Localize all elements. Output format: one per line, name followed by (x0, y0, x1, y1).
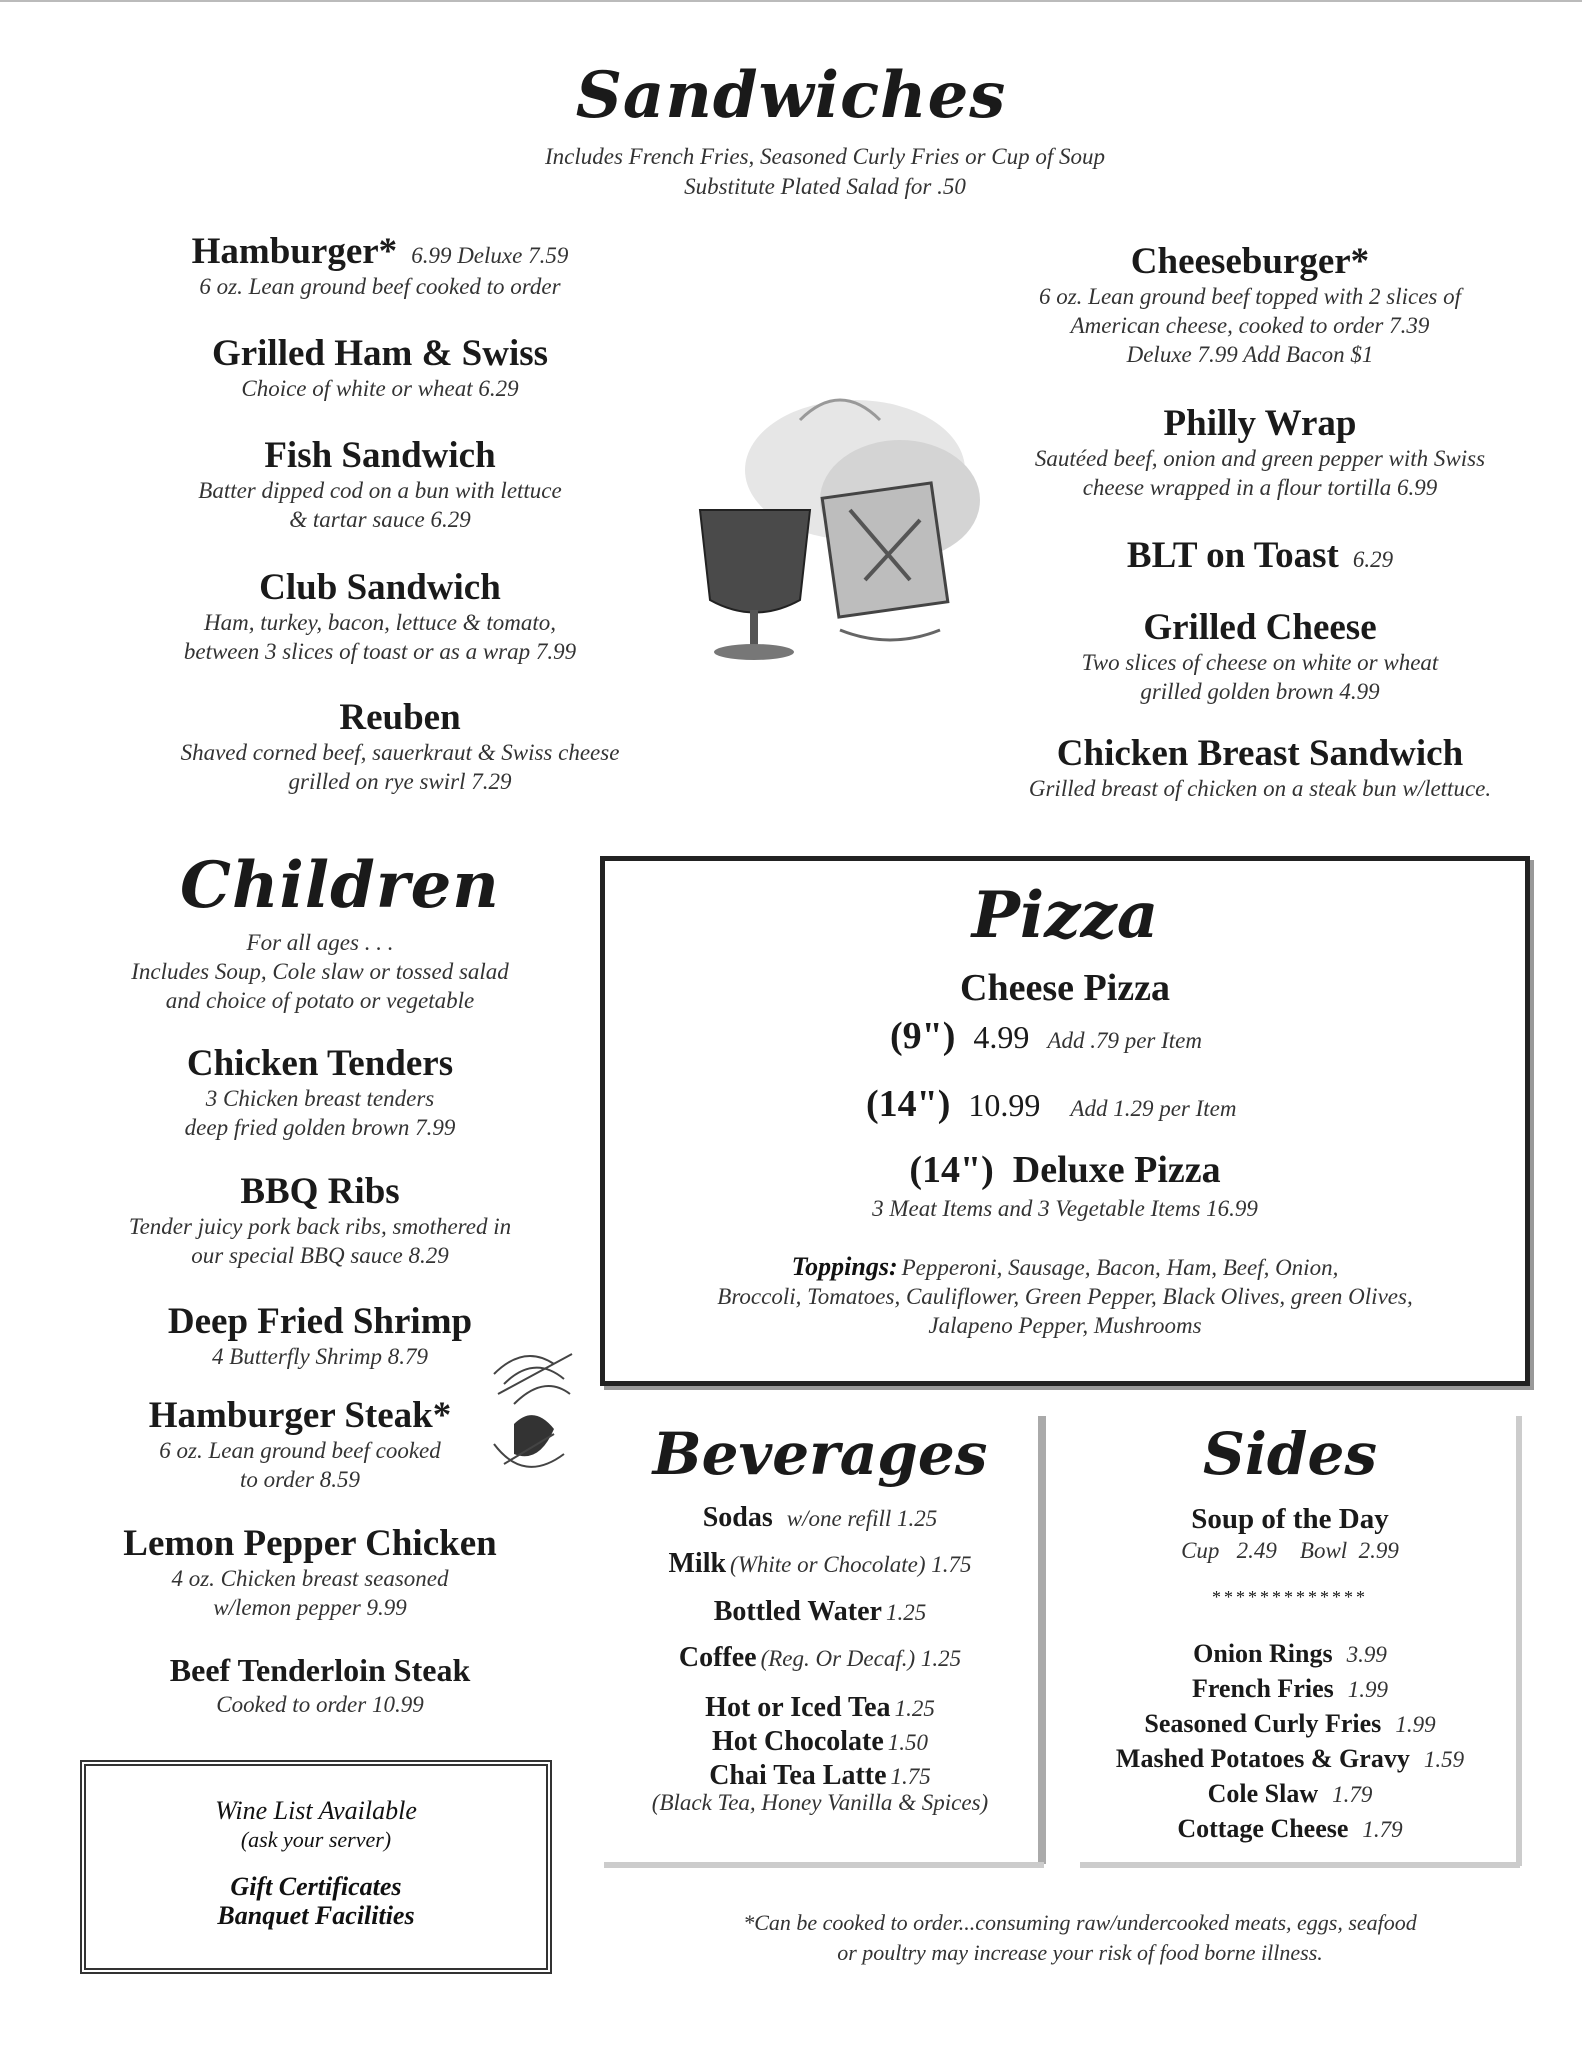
beverage-price: w/one refill 1.25 (786, 1506, 938, 1531)
menu-item-fish-sandwich (120, 436, 640, 534)
side-price: 1.99 (1395, 1712, 1436, 1737)
wine-glass-illustration (690, 380, 1010, 670)
item-name: Cheeseburger* (1130, 241, 1370, 282)
side-item (1060, 1704, 1520, 1739)
item-desc: deep fried golden brown 7.99 (184, 1115, 456, 1140)
children-subtitle-line: For all ages . . . (246, 930, 394, 955)
side-name: Cottage Cheese (1177, 1814, 1349, 1843)
menu-item-hamburger-steak (60, 1396, 540, 1494)
beverages-title: Beverages (652, 1420, 988, 1488)
item-desc: Deluxe 7.99 Add Bacon $1 (1126, 342, 1374, 367)
beverage-name: Hot or Iced Tea (705, 1692, 891, 1723)
sides-title: Sides (1202, 1420, 1378, 1488)
item-desc: Ham, turkey, bacon, lettuce & tomato, (204, 610, 556, 635)
side-price: 3.99 (1346, 1642, 1387, 1667)
item-desc: 3 Chicken breast tenders (205, 1086, 435, 1111)
item-desc: between 3 slices of toast or as a wrap 7.99 (183, 639, 577, 664)
pizza-price: 4.99 (973, 1019, 1030, 1055)
item-desc: cheese wrapped in a flour tortilla 6.99 (1082, 475, 1438, 500)
pizza-toppings (600, 1252, 1530, 1340)
beverage-item (600, 1756, 1040, 1791)
item-desc: Choice of white or wheat 6.29 (241, 376, 519, 401)
beverage-name: Hot Chocolate (711, 1726, 884, 1757)
children-subtitle-line: and choice of potato or vegetable (165, 988, 475, 1013)
item-name: Chicken Breast Sandwich (1056, 733, 1464, 774)
footer-disclaimer-2: or poultry may increase your risk of food borne illness. (837, 1940, 1323, 1965)
item-name: Hamburger Steak* (148, 1395, 452, 1436)
item-desc: 6 oz. Lean ground beef topped with 2 slices of (1038, 284, 1462, 309)
pizza-size: (14") (866, 1083, 951, 1125)
menu-item-hamburger (120, 232, 640, 301)
menu-item-reuben (140, 698, 660, 796)
beverages-list (600, 1498, 1040, 1817)
soup-prices: Cup 2.49 Bowl 2.99 (1181, 1538, 1399, 1563)
beverage-name: Milk (668, 1548, 727, 1579)
sandwiches-subtitle-1: Includes French Fries, Seasoned Curly Fries or Cup of Soup (544, 144, 1106, 169)
side-item (1060, 1634, 1520, 1669)
cheese-pizza-heading: Cheese Pizza (960, 967, 1170, 1009)
item-name: Grilled Ham & Swiss (211, 333, 549, 374)
item-desc: 6 oz. Lean ground beef cooked to order (199, 274, 561, 299)
item-name: Grilled Cheese (1143, 607, 1377, 648)
banquet-facilities-label: Banquet Facilities (217, 1901, 415, 1930)
children-title: Children (180, 848, 500, 923)
menu-item-cheeseburger (980, 242, 1520, 369)
item-desc: 6 oz. Lean ground beef cooked (159, 1438, 441, 1463)
beverages-bottom-rule (604, 1862, 1044, 1868)
menu-item-club-sandwich (120, 568, 640, 666)
side-price: 1.79 (1362, 1817, 1403, 1842)
sandwiches-title: Sandwiches (575, 58, 1007, 133)
item-desc: Cooked to order 10.99 (216, 1692, 424, 1717)
soup-of-the-day: Soup of the Day (1191, 1503, 1389, 1535)
beverage-price: (White or Chocolate) 1.75 (730, 1552, 972, 1577)
sandwiches-subtitle-2: Substitute Plated Salad for .50 (684, 174, 966, 199)
pizza-add-price: Add 1.29 per Item (1070, 1096, 1237, 1121)
beverage-name: Sodas (702, 1502, 773, 1533)
deluxe-pizza-desc: 3 Meat Items and 3 Vegetable Items 16.99 (872, 1196, 1258, 1221)
side-name: Seasoned Curly Fries (1144, 1709, 1382, 1738)
beverage-item (600, 1592, 1040, 1638)
item-desc: & tartar sauce 6.29 (289, 507, 471, 532)
item-price: 6.29 (1352, 547, 1394, 572)
item-name: Reuben (339, 697, 461, 738)
side-name: Mashed Potatoes & Gravy (1115, 1744, 1410, 1773)
side-item (1060, 1669, 1520, 1704)
item-name: Club Sandwich (259, 567, 501, 608)
side-name: Cole Slaw (1207, 1779, 1319, 1808)
children-subtitle (70, 928, 570, 1015)
side-price: 1.59 (1423, 1747, 1465, 1772)
item-name: Hamburger* (191, 231, 398, 272)
item-desc: Sautéed beef, onion and green pepper with Swiss (1034, 446, 1486, 471)
chai-note: (Black Tea, Honey Vanilla & Spices) (651, 1790, 989, 1815)
menu-item-grilled-cheese (980, 608, 1540, 706)
pizza-add-price: Add .79 per Item (1047, 1028, 1202, 1053)
item-desc: our special BBQ sauce 8.29 (191, 1243, 449, 1268)
item-desc: grilled golden brown 4.99 (1140, 679, 1380, 704)
item-desc: w/lemon pepper 9.99 (213, 1595, 407, 1620)
item-desc: American cheese, cooked to order 7.39 (1070, 313, 1430, 338)
pizza-9-inch-row (890, 1016, 1202, 1056)
item-desc: Grilled breast of chicken on a steak bun w/lettuce. (1028, 776, 1492, 801)
gift-certificates-label: Gift Certificates (230, 1872, 402, 1901)
toppings-line: Jalapeno Pepper, Mushrooms (928, 1313, 1202, 1338)
beverage-name: Coffee (678, 1642, 757, 1673)
item-desc: to order 8.59 (240, 1467, 360, 1492)
item-desc: Shaved corned beef, sauerkraut & Swiss cheese (180, 740, 620, 765)
toppings-line: Pepperoni, Sausage, Bacon, Ham, Beef, Onion, (901, 1255, 1339, 1280)
sides-list (1060, 1502, 1520, 1844)
deluxe-pizza-heading: (14") Deluxe Pizza (909, 1149, 1221, 1191)
footer-disclaimer-1: *Can be cooked to order...consuming raw/undercooked meats, eggs, seafood (743, 1910, 1417, 1935)
beverage-price: (Reg. Or Decaf.) 1.25 (760, 1646, 962, 1671)
menu-item-blt (980, 536, 1540, 576)
item-name: Lemon Pepper Chicken (123, 1523, 497, 1564)
sides-divider: ************* (1212, 1587, 1368, 1607)
beverage-item (600, 1688, 1040, 1722)
info-box (80, 1760, 552, 1974)
side-name: Onion Rings (1193, 1639, 1333, 1668)
item-name: Deep Fried Shrimp (167, 1301, 473, 1342)
toppings-label: Toppings: (791, 1252, 898, 1281)
ask-server-label: (ask your server) (240, 1827, 392, 1852)
pizza-size: (9") (890, 1015, 956, 1057)
wine-list-label: Wine List Available (215, 1796, 417, 1825)
side-price: 1.99 (1347, 1677, 1388, 1702)
item-name: BLT on Toast (1126, 535, 1339, 576)
item-desc: 4 oz. Chicken breast seasoned (171, 1566, 449, 1591)
sides-bottom-rule (1080, 1862, 1520, 1868)
item-name: Chicken Tenders (186, 1043, 454, 1084)
beverage-price: 1.25 (885, 1600, 927, 1625)
toppings-line: Broccoli, Tomatoes, Cauliflower, Green Pepper, Black Olives, green Olives, (717, 1284, 1413, 1309)
item-desc: Tender juicy pork back ribs, smothered in (128, 1214, 512, 1239)
item-desc: Batter dipped cod on a bun with lettuce (198, 478, 562, 503)
children-subtitle-line: Includes Soup, Cole slaw or tossed salad (131, 959, 509, 984)
beverage-item (600, 1544, 1040, 1592)
beverage-name: Chai Tea Latte (709, 1760, 887, 1791)
item-name: BBQ Ribs (240, 1171, 400, 1212)
beverage-price: 1.50 (887, 1730, 929, 1755)
scan-edge-line (0, 0, 1582, 2)
pizza-14-inch-row (866, 1084, 1236, 1124)
item-name: Philly Wrap (1163, 403, 1357, 444)
menu-item-bbq-ribs (70, 1172, 570, 1270)
beverage-price: 1.25 (894, 1696, 935, 1721)
side-name: French Fries (1191, 1674, 1334, 1703)
item-desc: 4 Butterfly Shrimp 8.79 (212, 1344, 428, 1369)
menu-item-ham-swiss (120, 334, 640, 403)
item-price: 6.99 Deluxe 7.59 (411, 243, 569, 268)
beverage-item (600, 1722, 1040, 1756)
item-desc: grilled on rye swirl 7.29 (288, 769, 512, 794)
beverage-name: Bottled Water (713, 1596, 882, 1627)
menu-item-chicken-breast-sandwich (960, 734, 1560, 803)
beverage-item (600, 1498, 1040, 1544)
side-item (1060, 1774, 1520, 1809)
pizza-price: 10.99 (968, 1087, 1041, 1123)
side-price: 1.79 (1332, 1782, 1373, 1807)
side-item (1060, 1809, 1520, 1844)
menu-item-beef-tenderloin (70, 1650, 570, 1719)
menu-item-philly-wrap (980, 404, 1540, 502)
item-desc: Two slices of cheese on white or wheat (1081, 650, 1439, 675)
side-item (1060, 1739, 1520, 1774)
menu-item-chicken-tenders (70, 1044, 570, 1142)
pizza-title: Pizza (971, 878, 1159, 953)
item-name: Beef Tenderloin Steak (169, 1652, 471, 1688)
beverage-price: 1.75 (890, 1764, 931, 1789)
item-name: Fish Sandwich (264, 435, 496, 476)
menu-item-lemon-pepper-chicken (60, 1524, 560, 1622)
beverage-item (600, 1638, 1040, 1688)
